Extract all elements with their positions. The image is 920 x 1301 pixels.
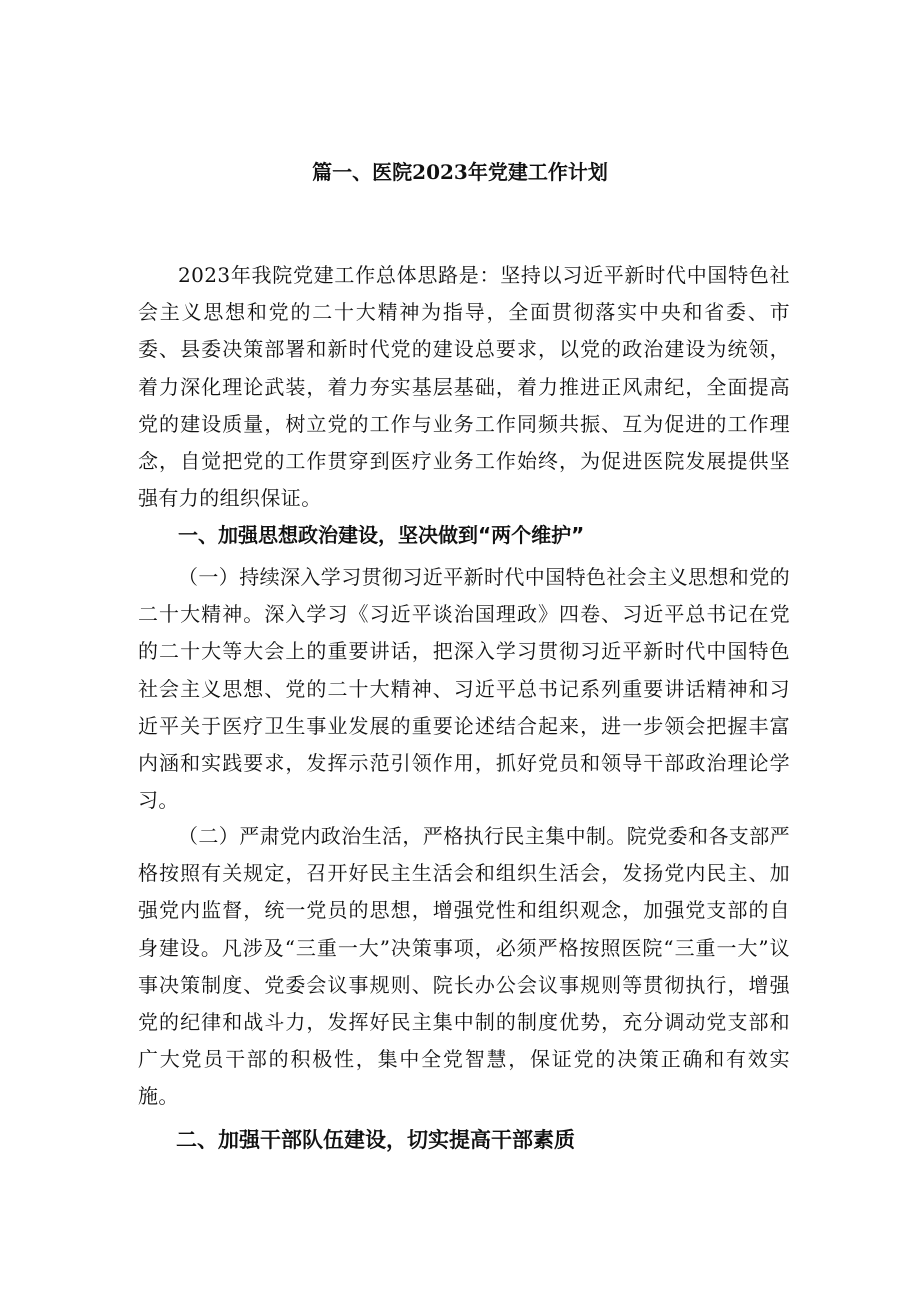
section-1-heading: 一、加强思想政治建设，坚决做到“两个维护” (178, 523, 585, 547)
section-1-paragraph-1: （一）持续深入学习贯彻习近平新时代中国特色社会主义思想和党的二十大精神。深入学习《习近平谈治国理政》四卷、习近平总书记在党的二十大等大会上的重要讲话，把深入学习贯彻习近平新时代中国特色社会主义思想、党的二十大精神、习近平总书记系列重要讲话精神和习近平关于医疗卫生事业发展的重要论述结合起来，进一步领会把握丰富内涵和实践要求，发挥示范引领作用，抓好党员和领导干部政治理论学习。 (138, 565, 790, 813)
document-title: 篇一、医院2023年党建工作计划 (312, 160, 608, 184)
section-1-paragraph-2: （二）严肃党内政治生活，严格执行民主集中制。院党委和各支部严格按照有关规定，召开好民主生活会和组织生活会，发扬党内民主、加强党内监督，统一党员的思想，增强党性和组织观念，加强党支部的自身建设。凡涉及“三重一大”决策事项，必须严格按照医院“三重一大”议事决策制度、党委会议事规则、院长办公会议事规则等贯彻执行，增强党的纪律和战斗力，发挥好民主集中制的制度优势，充分调动党支部和广大党员干部的积极性，集中全党智慧，保证党的决策正确和有效实施。 (138, 824, 790, 1109)
intro-paragraph: 2023年我院党建工作总体思路是：坚持以习近平新时代中国特色社会主义思想和党的二十大精神为指导，全面贯彻落实中央和省委、市委、县委决策部署和新时代党的建设总要求，以党的政治建设为统领，着力深化理论武装，着力夯实基层基础，着力推进正风肃纪，全面提高党的建设质量，树立党的工作与业务工作同频共振、互为促进的工作理念，自觉把党的工作贯穿到医疗业务工作始终，为促进医院发展提供坚强有力的组织保证。 (138, 263, 790, 511)
section-2-heading: 二、加强干部队伍建设，切实提高干部素质 (176, 1128, 575, 1152)
